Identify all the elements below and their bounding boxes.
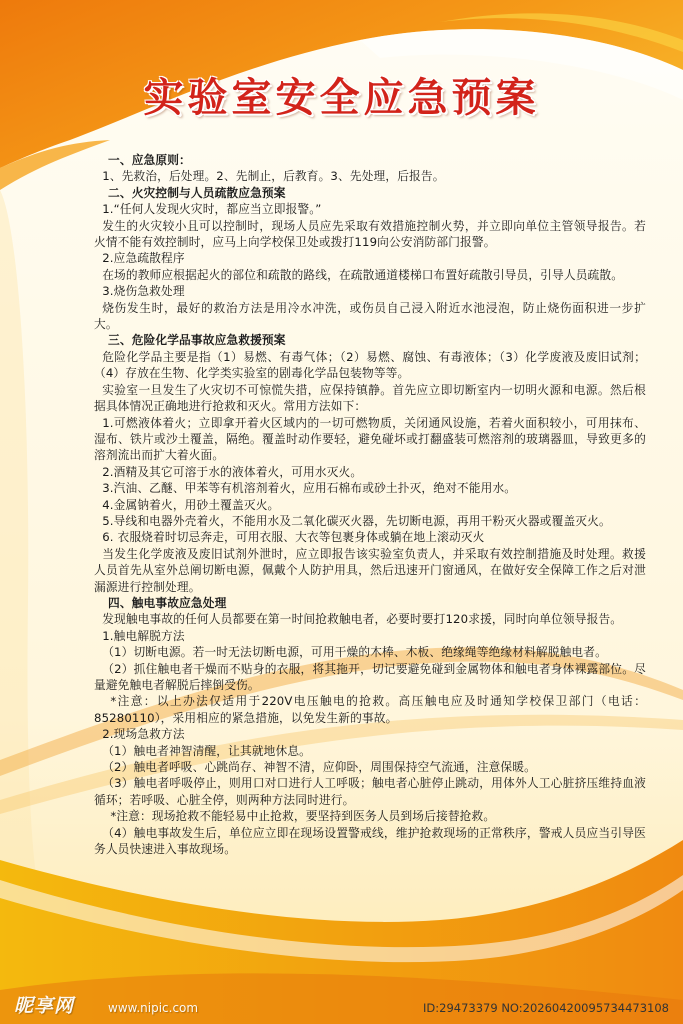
paragraph: （1）触电者神智清醒，让其就地休息。 [102,743,312,758]
watermark-url: www.nipic.com [108,1001,199,1015]
paragraph: 实验室一旦发生了火灾切不可惊慌失措，应保持镇静。首先应立即切断室内一切明火源和电源。然后根据具体情况正确地进行抢救和灭火。常用方法如下： [94,382,646,414]
paragraph: 2.现场急救方法 [102,727,185,742]
paragraph: 发生的火灾较小且可以控制时，现场人员应先采取有效措施控制火势，并立即向单位主管领导报告。若火情不能有效控制时，应马上向学校保卫处或拨打119向公安消防部门报警。 [94,218,646,250]
paragraph: （1）切断电源。若一时无法切断电源，可用干燥的木棒、木板、绝缘绳等绝缘材料解脱触电者。 [102,645,607,660]
section-heading: 一、应急原则： [108,153,191,167]
paragraph: （4）触电事故发生后，单位应立即在现场设置警戒线，维护抢救现场的正常秩序，警戒人员应当引导医务人员快速进入事故现场。 [94,825,646,857]
paragraph: （3）触电者呼吸停止，则用口对口进行人工呼吸；触电者心脏停止跳动，用体外人工心脏挤压维持血液循环；若呼吸、心脏全停，则两种方法同时进行。 [94,776,646,807]
paragraph: 2.应急疏散程序 [102,251,185,266]
document-body [94,152,646,857]
paragraph: 4.金属钠着火，用砂土覆盖灭火。 [102,497,280,512]
paragraph: 发现触电事故的任何人员都要在第一时间抢救触电者，必要时要打120求援，同时向单位领导报告。 [102,612,623,627]
paragraph: 2.酒精及其它可溶于水的液体着火，可用水灭火。 [102,464,363,479]
section-heading: 三、危险化学品事故应急救援预案 [108,333,286,348]
watermark-logo: 昵享网 [14,995,75,1017]
paragraph: 1.“任何人发现火灾时，都应当立即报警。” [102,202,322,217]
paragraph: 5.导线和电器外壳着火，不能用水及二氧化碳灭火器，先切断电源，再用干粉灭火器或覆盖灭火。 [102,513,611,528]
paragraph: 当发生化学废液及废旧试剂外泄时，应立即报告该实验室负责人，并采取有效控制措施及时处理。救援人员首先从室外总阐切断电源，佩戴个人防护用具，然后迅速开门窗通风，在做好安全保障工作之后对泄漏源进行控制处理。 [94,546,646,594]
paragraph: 3.烧伤急救处理 [102,284,185,299]
paragraph: *注意：以上办法仅适用于220V电压触电的抢救。高压触电应及时通知学校保卫部门（电话：85280110），采用相应的紧急措施，以免发生新的事故。 [94,694,646,725]
paragraph: 在场的教师应根据起火的部位和疏散的路线，在疏散通道楼梯口布置好疏散引导员，引导人员疏散。 [102,267,624,282]
paragraph: *注意：现场抢救不能轻易中止抢救，要坚持到医务人员到场后接替抢救。 [110,809,496,824]
paragraph: 1.触电解脱方法 [102,628,185,643]
section-heading: 四、触电事故应急处理 [108,595,227,610]
watermark-bar [0,994,683,1024]
paragraph: 1、先救治，后处理。2、先制止，后教育。3、先处理，后报告。 [102,169,445,184]
paragraph: （2）触电者呼吸、心跳尚存、神智不清，应仰卧，周围保持空气流通，注意保暖。 [102,760,536,775]
paragraph: 1.可燃液体着火；立即拿开着火区域内的一切可燃物质，关闭通风设施，若着火面积较小，可用抹布、湿布、铁片或沙土覆盖，隔绝。覆盖时动作要轻，避免碰坏或打翻盛装可燃溶剂的玻璃器皿，导致更多的溶剂流出而扩大着火面。 [94,415,646,463]
paragraph: 烧伤发生时，最好的救治方法是用冷水冲洗，或伤员自己浸入附近水池浸泡，防止烧伤面积进一步扩大。 [94,300,646,332]
section-heading: 二、火灾控制与人员疏散应急预案 [108,185,286,200]
paragraph: 危险化学品主要是指（1）易燃、有毒气体；（2）易燃、腐蚀、有毒液体；（3）化学废液及废旧试剂；（4）存放在生物、化学类实验室的剧毒化学品包装物等等。 [94,349,646,381]
paragraph: （2）抓住触电者干燥而不贴身的衣服，将其拖开，切记要避免碰到金属物体和触电者身体裸露部位。尽量避免触电者解脱后摔倒受伤。 [94,661,646,692]
paragraph: 6. 衣服烧着时切忌奔走，可用衣服、大衣等包裹身体或躺在地上滚动灭火 [102,530,485,545]
paragraph: 3.汽油、乙醚、甲苯等有机溶剂着火，应用石棉布或砂土扑灭，绝对不能用水。 [102,481,517,496]
watermark-id: ID:29473379 NO:20260420095734473108 [423,1001,669,1015]
page-title: 实验室安全应急预案 [143,74,540,121]
